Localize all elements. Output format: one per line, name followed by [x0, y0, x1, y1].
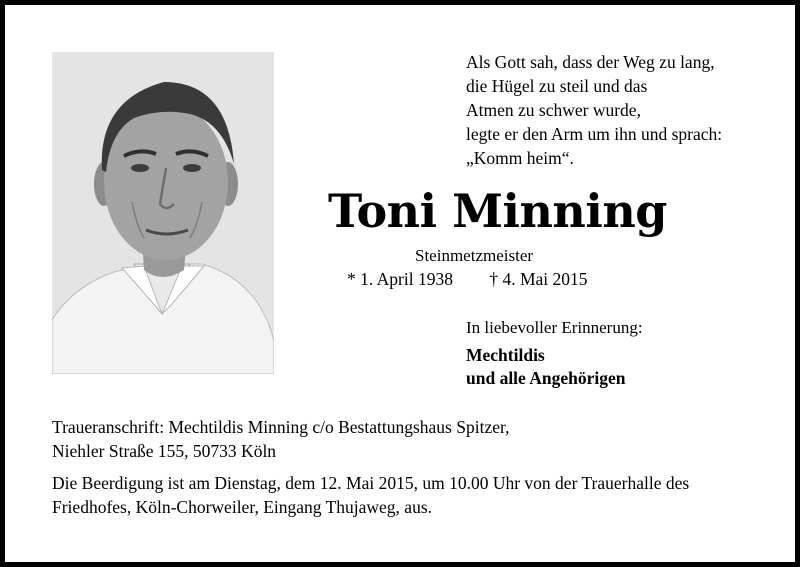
deceased-profession: Steinmetzmeister	[415, 246, 534, 265]
memory-intro: In liebevoller Erinnerung:	[466, 318, 643, 337]
funeral-line: Die Beerdigung ist am Dienstag, dem 12. Mai 2015, um 10.00 Uhr von der Trauerhalle des	[52, 473, 690, 493]
poem-line: die Hügel zu steil und das	[466, 76, 648, 96]
birth-date: * 1. April 1938	[347, 269, 453, 289]
funeral-line: Friedhofes, Köln-Chorweiler, Eingang Thujaweg, aus.	[52, 497, 433, 517]
death-date: † 4. Mai 2015	[489, 269, 588, 289]
poem-line: Atmen zu schwer wurde,	[466, 100, 641, 120]
address-line: Niehler Straße 155, 50733 Köln	[52, 441, 277, 461]
family-line: und alle Angehörigen	[466, 368, 626, 388]
portrait-photo	[52, 52, 274, 374]
deceased-name: Toni Minning	[328, 184, 667, 238]
poem	[466, 50, 722, 170]
life-dates	[347, 267, 588, 291]
poem-line: legte er den Arm um ihn und sprach:	[466, 124, 723, 144]
family-signature	[466, 344, 625, 390]
portrait-illustration	[52, 52, 274, 374]
funeral-info	[52, 471, 689, 519]
poem-line: Als Gott sah, dass der Weg zu lang,	[466, 52, 715, 72]
family-line: Mechtildis	[466, 345, 545, 365]
poem-line: „Komm heim“.	[466, 148, 574, 168]
address-line: Traueranschrift: Mechtildis Minning c/o Bestattungshaus Spitzer,	[52, 417, 510, 437]
mourning-address	[52, 415, 509, 463]
